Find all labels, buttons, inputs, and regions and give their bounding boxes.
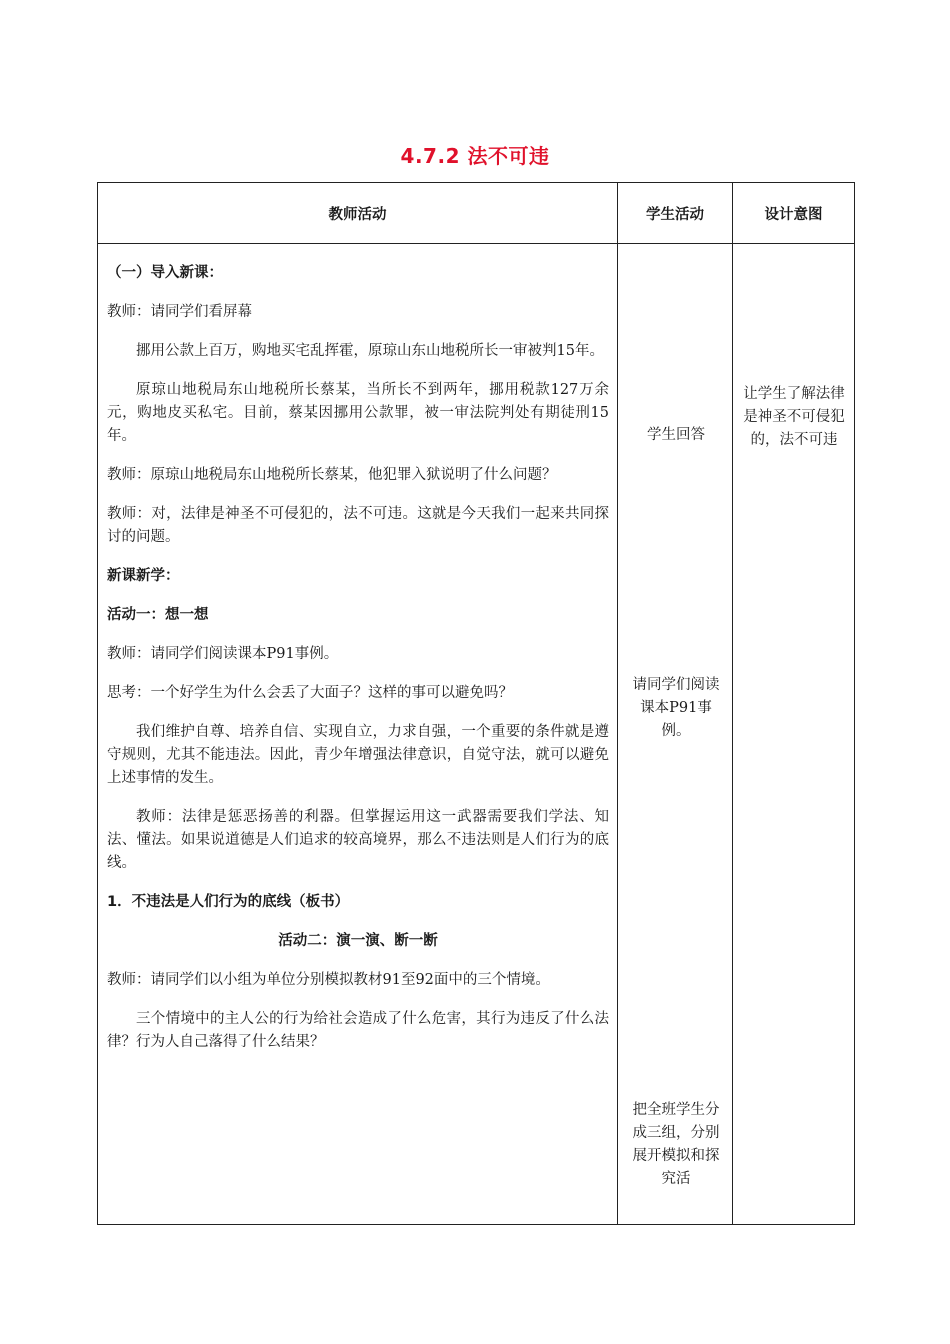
teacher-paragraph: 挪用公款上百万，购地买宅乱挥霍，原琼山东山地税所长一审被判15年。: [136, 343, 604, 359]
student-note-answer: 学生回答: [647, 427, 705, 443]
teacher-paragraph: 教师：请同学们看屏幕: [107, 304, 252, 320]
teacher-paragraph: 1．不违法是人们行为的底线（板书）: [107, 894, 350, 910]
teacher-activity-cell: [98, 244, 618, 1225]
header-design-intent: 设计意图: [733, 183, 855, 244]
teacher-paragraph: 活动一：想一想: [107, 607, 209, 623]
header-student-activity: 学生活动: [618, 183, 733, 244]
teacher-paragraph: 教师：对，法律是神圣不可侵犯的，法不可违。这就是今天我们一起来共同探讨的问题。: [107, 506, 609, 545]
teacher-paragraph: 教师：请同学们以小组为单位分别模拟教材91至92面中的三个情境。: [107, 972, 550, 988]
page-title: 4.7.2 法不可违: [400, 144, 550, 168]
design-intent-cell: [733, 244, 855, 1225]
intent-note: 让学生了解法律是神圣不可侵犯的，法不可违: [743, 386, 845, 448]
teacher-paragraph: 原琼山地税局东山地税所长蔡某，当所长不到两年，挪用税款127万余元，购地皮买私宅。目前，蔡某因挪用公款罪，被一审法院判处有期徒刑15年。: [107, 382, 609, 444]
teacher-paragraph: （一）导入新课：: [107, 265, 223, 281]
teacher-paragraph: 三个情境中的主人公的行为给社会造成了什么危害，其行为违反了什么法律？行为人自己落得了什么结果？: [107, 1011, 609, 1050]
student-note-read: 请同学们阅读课本P91事例。: [632, 677, 720, 739]
teacher-paragraph: 教师：原琼山地税局东山地税所长蔡某，他犯罪入狱说明了什么问题？: [107, 467, 557, 483]
teacher-paragraph: 活动二：演一演、断一断: [278, 933, 438, 949]
table-body-row: [98, 244, 855, 1225]
teacher-paragraph: 教师：法律是惩恶扬善的利器。但掌握运用这一武器需要我们学法、知法、懂法。如果说道德是人们追求的较高境界，那么不违法则是人们行为的底线。: [107, 809, 609, 871]
student-activity-cell: [618, 244, 733, 1225]
teacher-paragraph: 思考：一个好学生为什么会丢了大面子？这样的事可以避免吗？: [107, 685, 513, 701]
teacher-paragraph: 教师：请同学们阅读课本P91事例。: [107, 646, 339, 662]
teacher-paragraph: 我们维护自尊、培养自信、实现自立，力求自强，一个重要的条件就是遵守规则，尤其不能违法。因此，青少年增强法律意识，自觉守法，就可以避免上述事情的发生。: [107, 724, 609, 786]
header-teacher-activity: 教师活动: [98, 183, 618, 244]
table-header-row: [98, 183, 855, 244]
lesson-plan-table: [97, 182, 855, 1225]
student-note-groups: 把全班学生分成三组，分别展开模拟和探究活: [632, 1102, 720, 1187]
teacher-paragraph: 新课新学：: [107, 568, 180, 584]
